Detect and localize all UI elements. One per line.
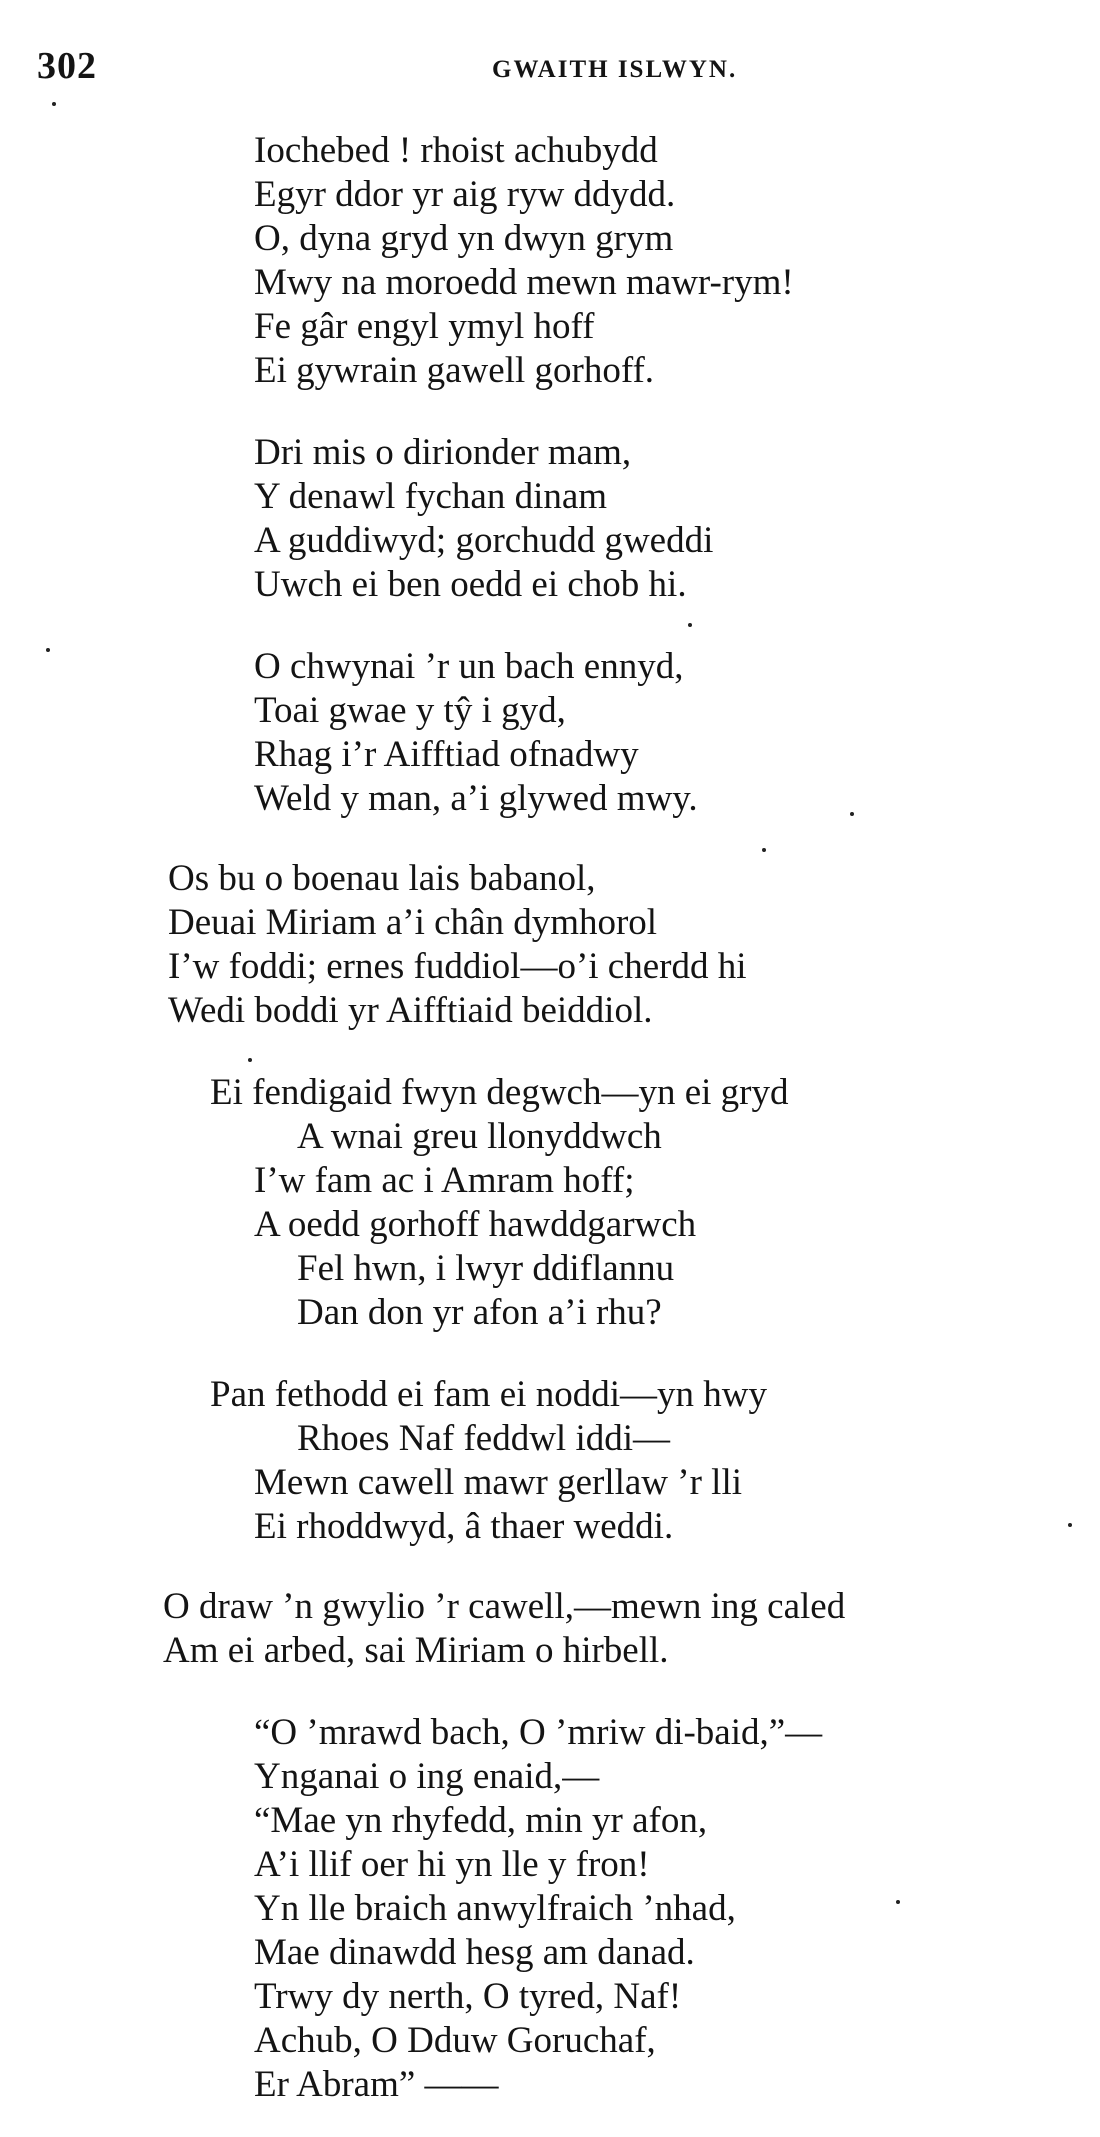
verse-line: I’w fam ac i Amram hoff;	[254, 1160, 635, 1201]
scan-speck	[46, 648, 50, 652]
scan-speck	[850, 812, 854, 816]
verse-line: Achub, O Dduw Goruchaf,	[254, 2020, 656, 2061]
verse-line: Y denawl fychan dinam	[254, 476, 608, 517]
verse-line: “Mae yn rhyfedd, min yr afon,	[254, 1800, 708, 1841]
verse-line: Ei fendigaid fwyn degwch—yn ei gryd	[210, 1072, 789, 1113]
verse-line: Dri mis o dirionder mam,	[254, 432, 632, 473]
verse-line: A’i llif oer hi yn lle y fron!	[254, 1844, 650, 1885]
verse-line: Fe gâr engyl ymyl hoff	[254, 306, 595, 347]
verse-line: O, dyna gryd yn dwyn grym	[254, 218, 674, 259]
verse-line: Ei rhoddwyd, â thaer weddi.	[254, 1506, 674, 1547]
verse-line: Deuai Miriam a’i chân dymhorol	[168, 902, 658, 943]
scan-speck	[1068, 1523, 1072, 1527]
verse-line: Rhag i’r Aifftiad ofnadwy	[254, 734, 639, 775]
verse-line: Yn lle braich anwylfraich ’nhad,	[254, 1888, 736, 1929]
scan-speck	[52, 102, 56, 106]
verse-line: Os bu o boenau lais babanol,	[168, 858, 596, 899]
verse-line: I’w foddi; ernes fuddiol—o’i cherdd hi	[168, 946, 747, 987]
verse-line: Ynganai o ing enaid,—	[254, 1756, 600, 1797]
scan-speck	[248, 1058, 252, 1062]
verse-line: Fel hwn, i lwyr ddiflannu	[297, 1248, 675, 1289]
verse-line: Pan fethodd ei fam ei noddi—yn hwy	[210, 1374, 767, 1415]
verse-line: A guddiwyd; gorchudd gweddi	[254, 520, 714, 561]
verse-line: Toai gwae y tŷ i gyd,	[254, 690, 566, 731]
scan-speck	[762, 848, 766, 852]
scan-speck	[688, 623, 692, 627]
verse-line: Weld y man, a’i glywed mwy.	[254, 778, 698, 819]
verse-line: Dan don yr afon a’i rhu?	[297, 1292, 662, 1333]
verse-line: “O ’mrawd bach, O ’mriw di-baid,”—	[254, 1712, 823, 1753]
verse-line: A oedd gorhoff hawddgarwch	[254, 1204, 697, 1245]
verse-line: Er Abram” ——	[254, 2064, 499, 2105]
verse-line: O chwynai ’r un bach ennyd,	[254, 646, 684, 687]
verse-line: Mwy na moroedd mewn mawr-rym!	[254, 262, 794, 303]
verse-line: Uwch ei ben oedd ei chob hi.	[254, 564, 687, 605]
verse-line: A wnai greu llonyddwch	[297, 1116, 662, 1157]
verse-line: Rhoes Naf feddwl iddi—	[297, 1418, 671, 1459]
verse-line: Iochebed ! rhoist achubydd	[254, 130, 658, 171]
verse-line: O draw ’n gwylio ’r cawell,—mewn ing caled	[163, 1586, 846, 1627]
verse-line: Am ei arbed, sai Miriam o hirbell.	[163, 1630, 669, 1671]
running-head: GWAITH ISLWYN.	[492, 56, 738, 83]
verse-line: Ei gywrain gawell gorhoff.	[254, 350, 655, 391]
verse-line: Trwy dy nerth, O tyred, Naf!	[254, 1976, 682, 2017]
verse-line: Egyr ddor yr aig ryw ddydd.	[254, 174, 676, 215]
verse-line: Mae dinawdd hesg am danad.	[254, 1932, 695, 1973]
page-number: 302	[37, 45, 97, 87]
verse-line: Mewn cawell mawr gerllaw ’r lli	[254, 1462, 743, 1503]
verse-line: Wedi boddi yr Aifftiaid beiddiol.	[168, 990, 653, 1031]
scan-speck	[896, 1900, 900, 1904]
